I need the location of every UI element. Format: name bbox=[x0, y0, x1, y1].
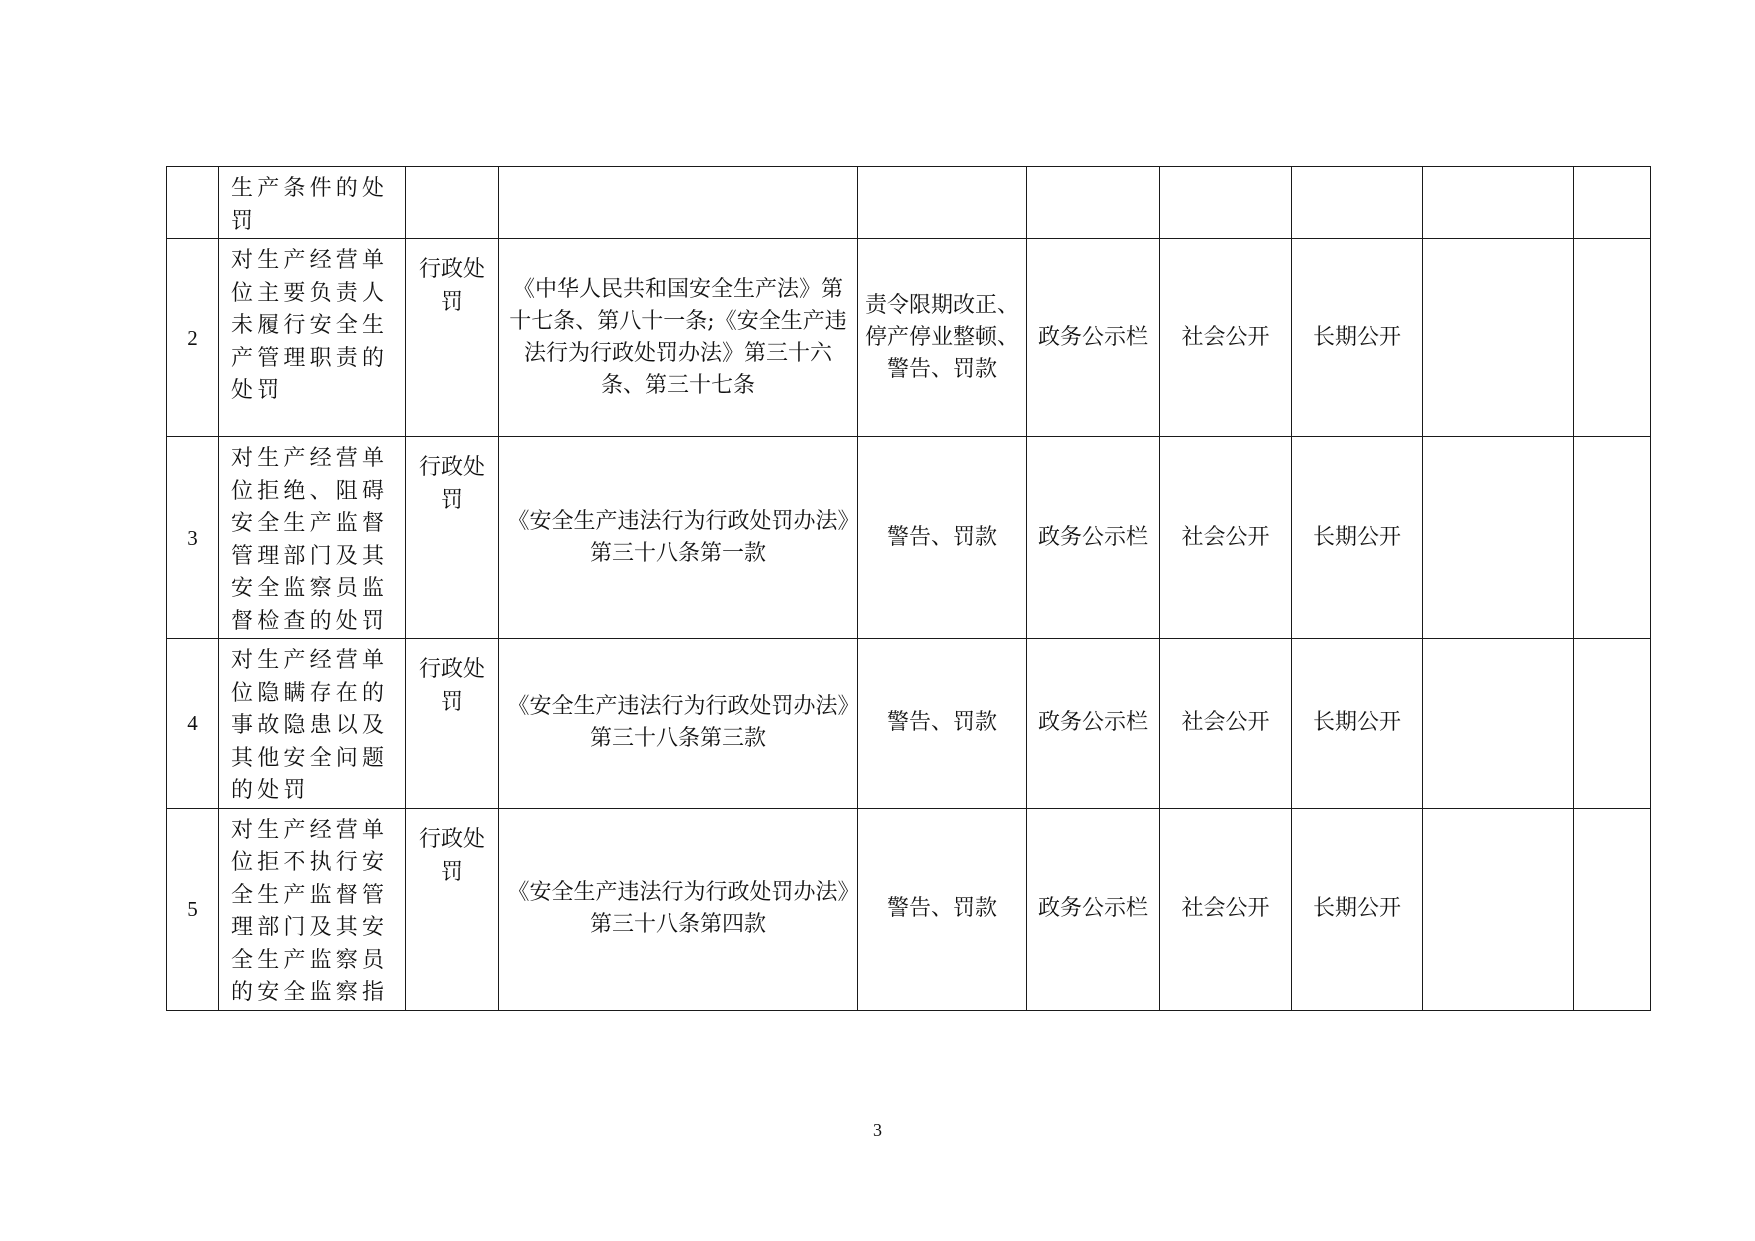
legal-basis-cell: 《安全生产违法行为行政处罚办法》第三十八条第四款 bbox=[499, 808, 858, 1010]
category-cell: 行政处罚 bbox=[406, 639, 499, 809]
empty-cell bbox=[1423, 639, 1574, 809]
item-name-cell: 对生产经营单位隐瞒存在的事故隐患以及其他安全问题的处罚 bbox=[219, 639, 406, 809]
row-number-cell: 5 bbox=[167, 808, 219, 1010]
disclosure-channel-cell: 政务公示栏 bbox=[1027, 239, 1160, 437]
empty-cell bbox=[1574, 437, 1651, 639]
empty-cell bbox=[1423, 808, 1574, 1010]
disclosure-channel-cell: 政务公示栏 bbox=[1027, 808, 1160, 1010]
disclosure-scope-cell: 社会公开 bbox=[1160, 639, 1292, 809]
disclosure-period-cell bbox=[1292, 167, 1423, 239]
legal-basis-cell: 《安全生产违法行为行政处罚办法》第三十八条第一款 bbox=[499, 437, 858, 639]
disclosure-channel-cell: 政务公示栏 bbox=[1027, 639, 1160, 809]
category-cell: 行政处罚 bbox=[406, 808, 499, 1010]
penalty-type-cell bbox=[858, 167, 1027, 239]
disclosure-period-cell: 长期公开 bbox=[1292, 437, 1423, 639]
disclosure-scope-cell bbox=[1160, 167, 1292, 239]
disclosure-scope-cell: 社会公开 bbox=[1160, 808, 1292, 1010]
table-row bbox=[167, 239, 1651, 437]
disclosure-period-cell: 长期公开 bbox=[1292, 639, 1423, 809]
disclosure-scope-cell: 社会公开 bbox=[1160, 437, 1292, 639]
empty-cell bbox=[1574, 639, 1651, 809]
empty-cell bbox=[1423, 437, 1574, 639]
row-number-cell: 4 bbox=[167, 639, 219, 809]
empty-cell bbox=[1423, 167, 1574, 239]
table-row bbox=[167, 639, 1651, 809]
empty-cell bbox=[1574, 239, 1651, 437]
page-number: 3 bbox=[873, 1120, 882, 1140]
disclosure-scope-cell: 社会公开 bbox=[1160, 239, 1292, 437]
disclosure-channel-cell bbox=[1027, 167, 1160, 239]
category-cell: 行政处罚 bbox=[406, 239, 499, 437]
table-row bbox=[167, 437, 1651, 639]
legal-basis-cell: 《安全生产违法行为行政处罚办法》第三十八条第三款 bbox=[499, 639, 858, 809]
legal-basis-cell: 《中华人民共和国安全生产法》第十七条、第八十一条;《安全生产违法行为行政处罚办法》第三十六条、第三十七条 bbox=[499, 239, 858, 437]
table-row bbox=[167, 167, 1651, 239]
disclosure-table bbox=[166, 166, 1651, 1011]
empty-cell bbox=[1423, 239, 1574, 437]
penalty-type-cell: 警告、罚款 bbox=[858, 808, 1027, 1010]
empty-cell bbox=[1574, 167, 1651, 239]
item-name-cell: 生产条件的处罚 bbox=[219, 167, 406, 239]
legal-basis-cell bbox=[499, 167, 858, 239]
empty-cell bbox=[1574, 808, 1651, 1010]
item-name-cell: 对生产经营单位拒绝、阻碍安全生产监督管理部门及其安全监察员监督检查的处罚 bbox=[219, 437, 406, 639]
item-name-cell: 对生产经营单位主要负责人未履行安全生产管理职责的处罚 bbox=[219, 239, 406, 437]
disclosure-period-cell: 长期公开 bbox=[1292, 808, 1423, 1010]
table-row bbox=[167, 808, 1651, 1010]
category-cell bbox=[406, 167, 499, 239]
item-name-cell: 对生产经营单位拒不执行安全生产监督管理部门及其安全生产监察员的安全监察指 bbox=[219, 808, 406, 1010]
disclosure-period-cell: 长期公开 bbox=[1292, 239, 1423, 437]
disclosure-channel-cell: 政务公示栏 bbox=[1027, 437, 1160, 639]
penalty-type-cell: 责令限期改正、停产停业整顿、警告、罚款 bbox=[858, 239, 1027, 437]
row-number-cell: 2 bbox=[167, 239, 219, 437]
penalty-type-cell: 警告、罚款 bbox=[858, 639, 1027, 809]
row-number-cell: 3 bbox=[167, 437, 219, 639]
penalty-type-cell: 警告、罚款 bbox=[858, 437, 1027, 639]
category-cell: 行政处罚 bbox=[406, 437, 499, 639]
row-number-cell bbox=[167, 167, 219, 239]
